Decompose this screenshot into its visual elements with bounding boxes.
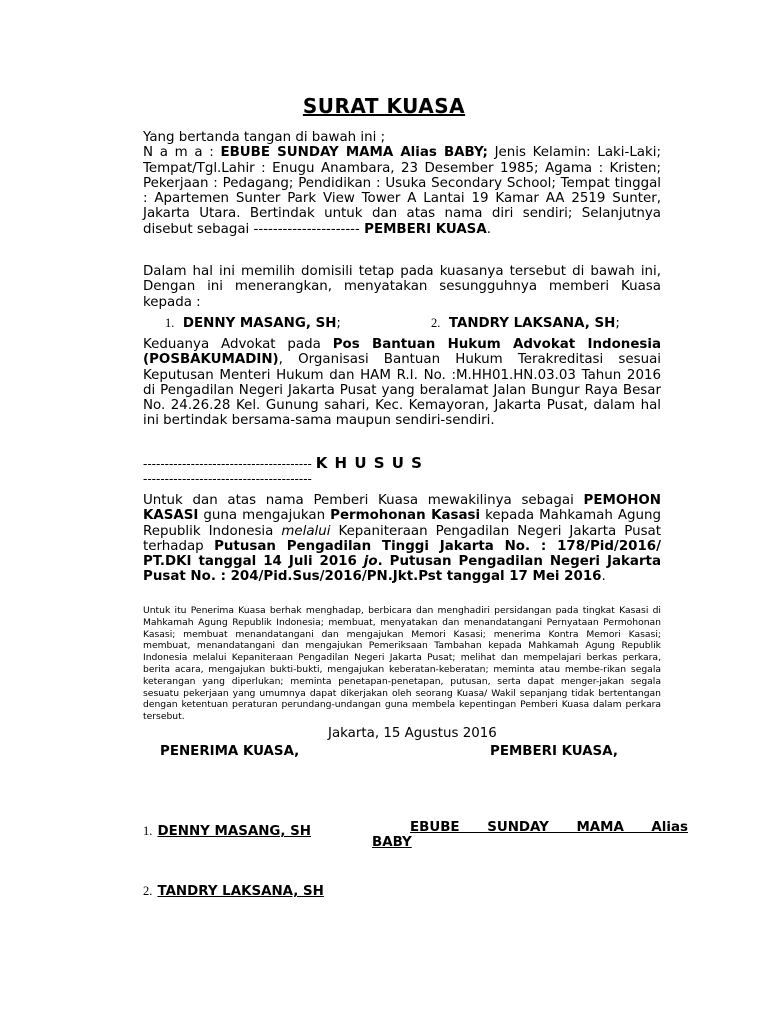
khusus-underline: --------------------------------------- — [143, 472, 312, 486]
principal-identity: N a m a : EBUBE SUNDAY MAMA Alias BABY; Jenis Kelamin: Laki-Laki; Tempat/Tgl.Lahir : Enugu Anambara, 23 Desember 1985; Agama : Kristen; Pekerjaan : Pedagang; Pendidikan : Usuka Secondary School; Tempat tinggal : Apartemen Sunter Park View Tower A Lantai 19 Kamar AA 2519 Sunter, Jakarta Utara. Bertindak untuk dan atas nama diri sendiri; Selanjutnya disebut sebagai ---------------------- PEMBERI KUASA. — [143, 145, 661, 237]
attorney-name: TANDRY LAKSANA, SH — [448, 316, 616, 331]
signature-name: DENNY MASANG, SH — [157, 824, 311, 839]
purpose-paragraph: Untuk dan atas nama Pemberi Kuasa mewakilinya sebagai PEMOHON KASASI guna mengajukan Permohonan Kasasi kepada Mahkamah Agung Republik Indonesia melalui Kepaniteraan Pengadilan Negeri Jakarta Pusat terhadap Putusan Pengadilan Tinggi Jakarta No. : 178/Pid/2016/ PT.DKI tanggal 14 Juli 2016 jo. Putusan Pengadilan Negeri Jakarta Pusat No. : 204/Pid.Sus/2016/PN.Jkt.Pst tanggal 17 Mei 2016. — [143, 493, 661, 585]
place-date: Jakarta, 15 Agustus 2016 — [328, 726, 497, 741]
district-decision: . Putusan Pengadilan Negeri Jakarta Pusat No. : 204/Pid.Sus/2016/PN.Jkt.Pst tanggal 17 Mei 2016 — [143, 554, 661, 585]
powers-paragraph: Untuk itu Penerima Kuasa berhak menghadap, berbicara dan menghadiri persidangan pada tingkat Kasasi di Mahkamah Agung Republik Indonesia; membuat, menyatakan dan menandatangani Pernyataan Permohonan Kasasi; membuat menandatangani dan mengajukan Memori Kasasi; menerima Kontra Memori Kasasi; membuat, menandatangani dan mengajukan Pemeriksaan Tambahan kepada Mahkamah Agung Republik Indonesia melalui Kepaniteraan Pengadilan Negeri Jakarta Pusat; melihat dan mempelajari berkas perkara, berita acara, mengajukan bukti-bukti, mengajukan keberatan-keberatan; meminta atau membe-rikan segala keterangan yang diperlukan; meminta penetapan-penetapan, putusan, serta dapat menger-jakan segala sesuatu pekerjaan yang umumnya dapat dikerjakan oleh seorang Kuasa/ Wakil sepanjang tidak bertentangan dengan ketentuan peraturan perundang-undangan guna membela kepentingan Pemberi Kuasa dalam perkara tersebut. — [143, 605, 661, 723]
appeal-decision: Putusan Pengadilan Tinggi Jakarta No. : 178/Pid/2016/ PT.DKI tanggal 14 Juli 2016 — [143, 538, 661, 570]
signature-grantor — [372, 820, 688, 850]
advocates-paragraph: Keduanya Advokat pada Pos Bantuan Hukum Advokat Indonesia (POSBAKUMADIN), Organisasi Bantuan Hukum Terakreditasi sesuai Keputusan Menteri Hukum dan HAM R.I. No. :M.HH01.HN.03.03 Tahun 2016 di Pengadilan Negeri Jakarta Pusat yang beralamat Jalan Bungur Raya Besar No. 24.26.28 Kel. Gunung sahari, Kec. Kemayoran, Jakarta Pusat, dalam hal ini bertindak bersama-sama maupun sendiri-sendiri. — [143, 337, 661, 429]
domicile-paragraph: Dalam hal ini memilih domisili tetap pada kuasanya tersebut di bawah ini, Dengan ini menerangkan, menyatakan sesungguhnya memberi Kuasa kepada : — [143, 264, 661, 310]
signature-recipient-1: 1. DENNY MASANG, SH — [143, 824, 311, 839]
khusus-dashes: --------------------------------------- — [143, 457, 312, 471]
attorney-item-1: 1. DENNY MASANG, SH; — [165, 316, 341, 331]
principal-section — [143, 130, 661, 237]
signature-name: TANDRY LAKSANA, SH — [157, 884, 324, 899]
name-label: N a m a : — [143, 145, 214, 161]
attorney-name: DENNY MASANG, SH — [182, 316, 337, 331]
principal-name: EBUBE SUNDAY MAMA Alias BABY; — [220, 145, 488, 161]
intro-line: Yang bertanda tangan di bawah ini ; — [143, 130, 386, 145]
organization-name: Pos Bantuan Hukum Advokat Indonesia (POSBAKUMADIN) — [143, 337, 661, 368]
attorney-item-2: 2. TANDRY LAKSANA, SH; — [431, 316, 620, 331]
khusus-label: K H U S U S — [315, 454, 423, 472]
signature-name-cont: BABY — [372, 835, 412, 850]
principal-role: PEMBERI KUASA — [364, 221, 487, 237]
document-title: SURAT KUASA — [302, 94, 466, 118]
petitioner-role: PEMOHON KASASI — [143, 493, 661, 524]
grantor-label: PEMBERI KUASA, — [490, 744, 618, 759]
khusus-heading — [143, 454, 423, 472]
signature-recipient-2: 2. TANDRY LAKSANA, SH — [143, 884, 324, 899]
recipients-label: PENERIMA KUASA, — [160, 744, 300, 759]
signature-name: EBUBE SUNDAY MAMA Alias — [410, 820, 688, 835]
attorney-number: 2. — [431, 316, 441, 330]
principal-details: Jenis Kelamin: Laki-Laki; Tempat/Tgl.Lahir : Enugu Anambara, 23 Desember 1985; Agama : Kristen; Pekerjaan : Pedagang; Pendidikan : Usuka Secondary School; Tempat tinggal : Apartemen Sunter Park View Tower A Lantai 19 Kamar AA 2519 Sunter, Jakarta Utara. Bertindak untuk dan atas nama diri sendiri; Selanjutnya disebut sebagai — [143, 145, 661, 237]
attorney-number: 1. — [165, 316, 175, 330]
principal-dashes: ---------------------- — [253, 221, 360, 237]
